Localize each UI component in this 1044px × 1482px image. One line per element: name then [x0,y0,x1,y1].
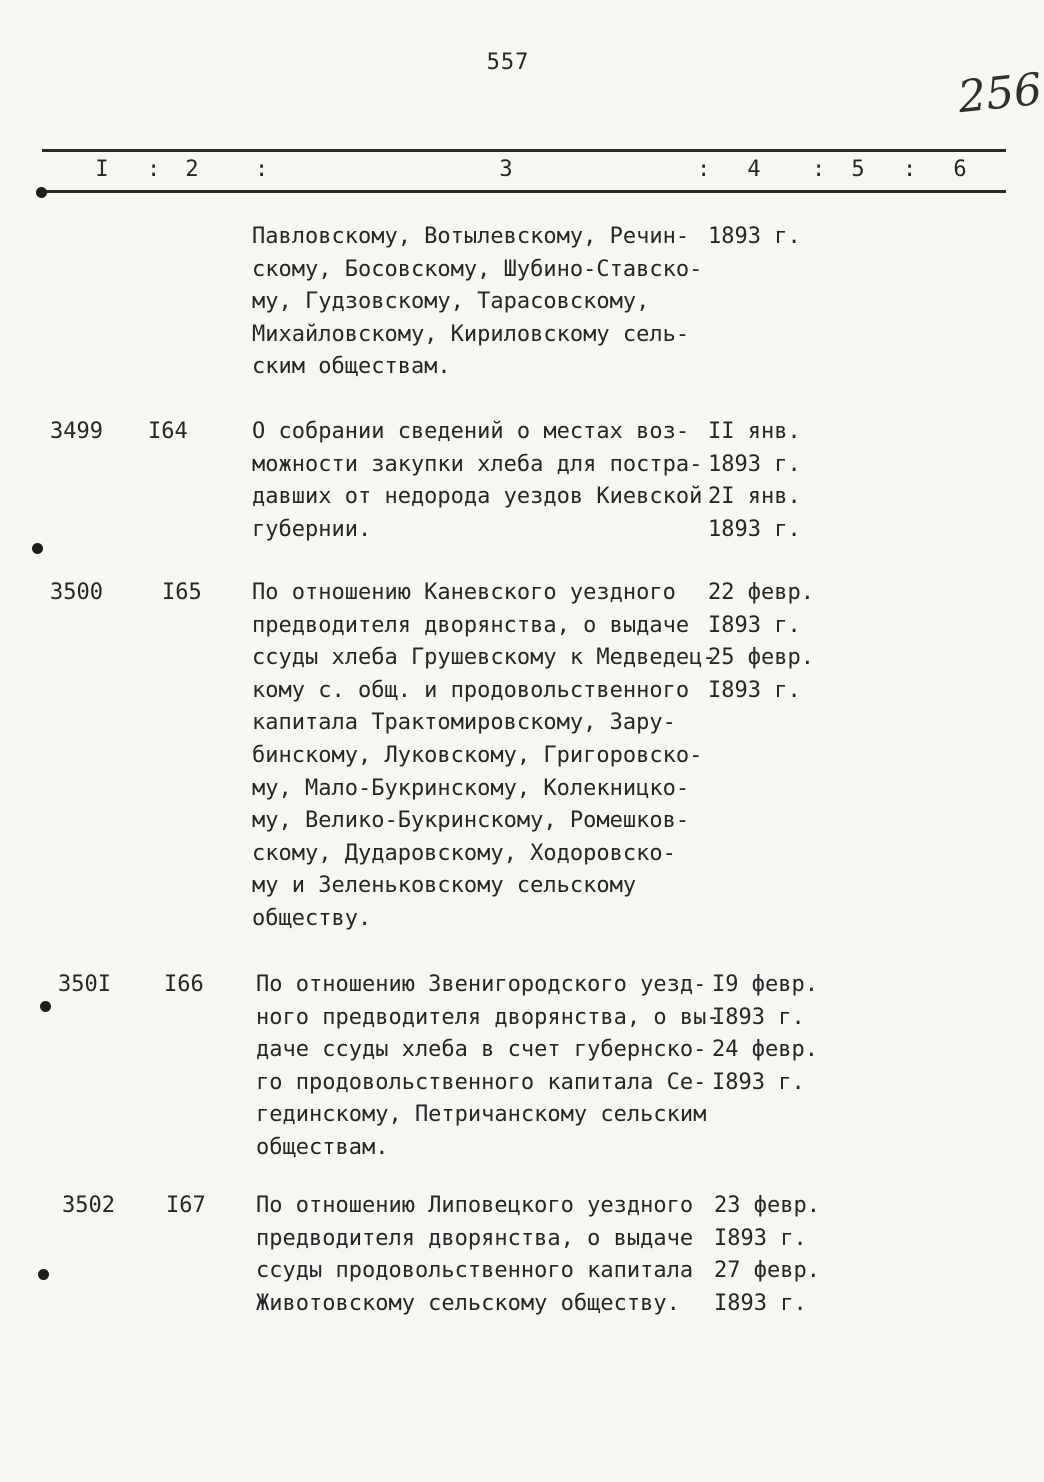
title-line: ским обществам. [252,354,451,380]
title-line: му, Велико-Букринскому, Ромешков- [252,808,690,834]
date-line: 1893 г. [708,451,801,477]
entry-subnumber: I66 [164,972,204,997]
date-line: 22 февр. [708,580,814,605]
date-line: 1893 г. [708,224,801,249]
header-rule-top [42,149,1006,152]
title-line: По отношению Липовецкого уездного [256,1193,694,1218]
entry-number: 3500 [50,580,103,605]
title-line: Животовскому сельскому обществу. [256,1290,680,1316]
entry-number: 3499 [50,419,103,444]
date-line: 2I янв. [708,484,801,510]
entry-title [256,969,720,1165]
date-line: 25 февр. [708,645,814,671]
date-line: 23 февр. [714,1193,820,1218]
title-line: По отношению Каневского уездного [252,580,676,605]
header-separator: : [903,157,917,182]
entry-dates [712,969,852,1099]
header-separator: : [255,157,269,182]
binding-hole-mark [40,1001,51,1012]
date-line: 1893 г. [708,516,801,542]
title-line: обществам. [256,1134,389,1160]
entry-subnumber: I67 [166,1193,206,1218]
date-line: 24 февр. [712,1037,818,1063]
entry-title [252,221,702,384]
title-line: О собрании сведений о местах воз- [252,419,690,444]
title-line: скому, Дударовскому, Ходоровско- [252,840,676,866]
entry-number: 3502 [62,1193,115,1218]
title-line: даче ссуды хлеба в счет губернско- [256,1037,707,1063]
entry-dates [714,1190,854,1320]
title-line: му, Гудзовскому, Тарасовскому, [252,289,650,315]
header-rule-bottom [42,190,1006,193]
title-line: му и Зеленьковскому сельскому [252,873,637,899]
title-line: По отношению Звенигородского уезд- [256,972,707,997]
title-line: ссуды продовольственного капитала [256,1258,694,1284]
entry-subnumber: I64 [148,419,188,444]
binding-hole-mark [32,543,43,554]
header-col-3: 3 [499,157,513,182]
entry-title [252,416,702,546]
date-line: I9 февр. [712,972,818,997]
entry-subnumber: I65 [162,580,202,605]
header-col-2: 2 [185,157,199,182]
title-line: губернии. [252,516,372,542]
page-number: 557 [486,50,530,75]
title-line: капитала Трактомировскому, Зару- [252,710,676,736]
title-line: предводителя дворянства, о выдаче [256,1225,694,1251]
date-line: 27 февр. [714,1258,820,1284]
title-line: бинскому, Луковскому, Григоровско- [252,742,703,768]
entry-dates [708,221,848,254]
date-line: I893 г. [712,1004,805,1030]
header-separator: : [697,157,711,182]
date-line: II янв. [708,419,801,444]
date-line: I893 г. [708,612,801,638]
archive-handwritten-number: 256 [955,63,1044,124]
title-line: му, Мало-Букринскому, Колекницко- [252,775,690,801]
date-line: I893 г. [714,1225,807,1251]
binding-hole-mark [38,1269,49,1280]
title-line: можности закупки хлеба для постра- [252,451,703,477]
entry-dates [708,416,848,546]
header-separator: : [812,157,826,182]
header-col-5: 5 [851,157,865,182]
title-line: го продовольственного капитала Се- [256,1069,707,1095]
date-line: I893 г. [708,677,801,703]
header-col-1: I [95,157,109,182]
header-col-6: 6 [953,157,967,182]
title-line: Павловскому, Вотылевскому, Речин- [252,224,690,249]
entry-title [252,577,716,936]
title-line: ссуды хлеба Грушевскому к Медведец- [252,645,716,671]
title-line: скому, Босовскому, Шубино-Ставско- [252,256,703,282]
title-line: обществу. [252,905,372,931]
binding-hole-mark [36,187,47,198]
header-col-4: 4 [747,157,761,182]
title-line: гединскому, Петричанскому сельским [256,1102,707,1128]
entry-dates [708,577,848,707]
header-separator: : [147,157,161,182]
title-line: кому с. общ. и продовольственного [252,677,690,703]
title-line: ного предводителя дворянства, о вы- [256,1004,720,1030]
date-line: I893 г. [714,1290,807,1316]
entry-title [256,1190,706,1320]
title-line: Михайловскому, Кириловскому сель- [252,321,690,347]
date-line: I893 г. [712,1069,805,1095]
title-line: предводителя дворянства, о выдаче [252,612,690,638]
entry-number: 350I [58,972,111,997]
title-line: давших от недорода уездов Киевской [252,484,703,510]
